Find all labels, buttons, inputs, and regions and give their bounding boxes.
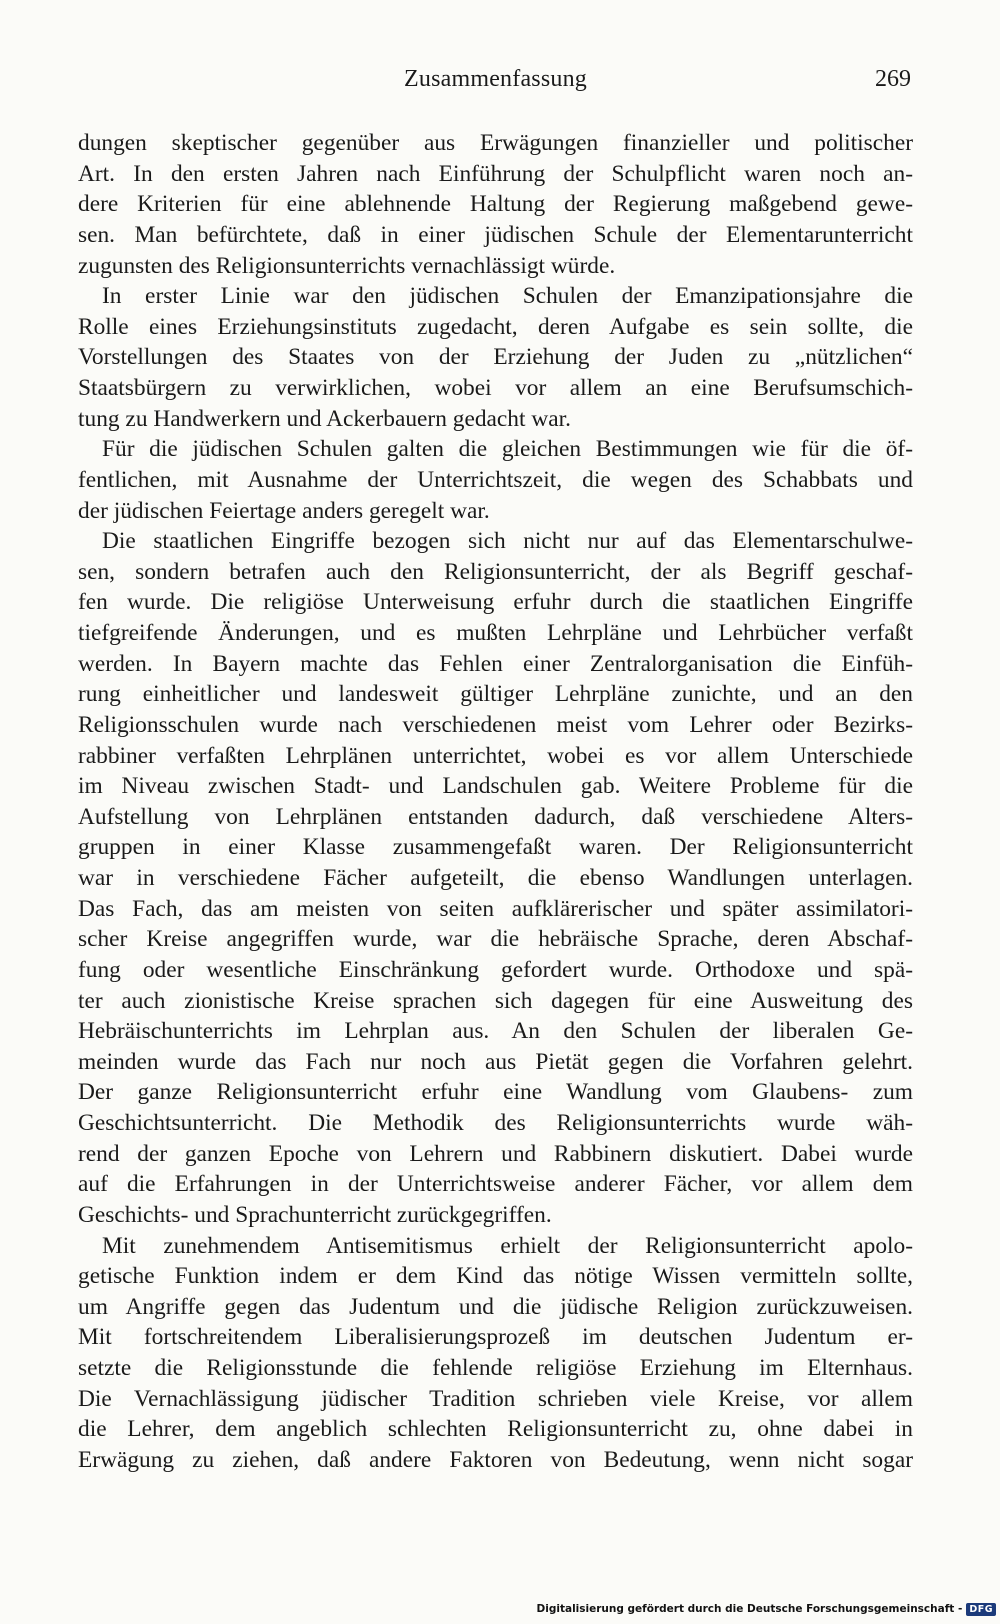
text-line: Geschichts- und Sprachunterricht zurückgegriffen. [78, 1201, 552, 1228]
text-line: Erwägung zu ziehen, daß andere Faktoren von Bedeutung, wenn nicht sogar [78, 1446, 913, 1473]
footer-text: Digitalisierung gefördert durch die Deutsche Forschungsgemeinschaft - [536, 1603, 963, 1615]
text-line: Hebräischunterrichts im Lehrplan aus. An den Schulen der liberalen Ge- [78, 1018, 913, 1045]
text-line: Staatsbürgern zu verwirklichen, wobei vor allem an eine Berufsumschich- [78, 375, 913, 401]
text-line: rabbiner verfaßten Lehrplänen unterrichtet, wobei es vor allem Unterschiede [78, 742, 913, 769]
digitization-footer [537, 1600, 996, 1618]
body-text [78, 128, 913, 1476]
text-line: Mit fortschreitendem Liberalisierungsprozeß im deutschen Judentum er- [78, 1324, 913, 1351]
text-line: scher Kreise angegriffen wurde, war die hebräische Sprache, deren Abschaf- [78, 926, 913, 953]
text-line: zugunsten des Religionsunterrichts vernachlässigt würde. [78, 252, 616, 279]
text-line: dere Kriterien für eine ablehnende Haltung der Regierung maßgebend gewe- [78, 191, 913, 218]
text-line: auf die Erfahrungen in der Unterrichtsweise anderer Fächer, vor allem dem [78, 1171, 913, 1198]
text-line: im Niveau zwischen Stadt- und Landschulen gab. Weitere Probleme für die [78, 773, 913, 800]
text-line: sen. Man befürchtete, daß in einer jüdischen Schule der Elementarunterricht [78, 221, 913, 248]
text-line: setzte die Religionsstunde die fehlende religiöse Erziehung im Elternhaus. [78, 1355, 913, 1381]
text-line: um Angriffe gegen das Judentum und die jüdische Religion zurückzuweisen. [78, 1293, 913, 1320]
text-line: Die staatlichen Eingriffe bezogen sich nicht nur auf das Elementarschulwe- [102, 528, 913, 555]
text-line: Die Vernachlässigung jüdischer Tradition schrieben viele Kreise, vor allem [78, 1385, 913, 1412]
text-line: war in verschiedene Fächer aufgeteilt, die ebenso Wandlungen unterlagen. [78, 865, 913, 891]
page-header [78, 66, 913, 100]
text-line: gruppen in einer Klasse zusammengefaßt waren. Der Religionsunterricht [78, 834, 913, 861]
text-line: Mit zunehmendem Antisemitismus erhielt der Religionsunterricht apolo- [102, 1232, 913, 1259]
text-line: getische Funktion indem er dem Kind das nötige Wissen vermitteln sollte, [78, 1263, 913, 1290]
text-line: Rolle eines Erziehungsinstituts zugedacht, deren Aufgabe es sein sollte, die [78, 313, 913, 340]
text-line: meinden wurde das Fach nur noch aus Pietät gegen die Vorfahren gelehrt. [78, 1048, 913, 1075]
text-line: sen, sondern betrafen auch den Religionsunterricht, der als Begriff geschaf- [78, 558, 913, 585]
text-line: fentlichen, mit Ausnahme der Unterrichtszeit, die wegen des Schabbats und [78, 466, 913, 493]
text-line: der jüdischen Feiertage anders geregelt war. [78, 497, 490, 524]
text-line: Vorstellungen des Staates von der Erziehung der Juden zu „nützlichen“ [78, 344, 913, 371]
text-line: werden. In Bayern machte das Fehlen einer Zentralorganisation die Einfüh- [78, 650, 913, 677]
text-line: ter auch zionistische Kreise sprachen sich dagegen für eine Ausweitung des [78, 987, 913, 1014]
text-line: Aufstellung von Lehrplänen entstanden dadurch, daß verschiedene Alters- [78, 803, 913, 830]
text-line: Art. In den ersten Jahren nach Einführung der Schulpflicht waren noch an- [78, 160, 913, 187]
text-line: Religionsschulen wurde nach verschiedenen meist vom Lehrer oder Bezirks- [78, 711, 913, 738]
text-line: rend der ganzen Epoche von Lehrern und Rabbinern diskutiert. Dabei wurde [78, 1140, 913, 1167]
page-number: 269 [875, 66, 911, 92]
dfg-logo-icon: DFG [966, 1603, 996, 1616]
text-line: Der ganze Religionsunterricht erfuhr eine Wandlung vom Glaubens- zum [78, 1079, 913, 1106]
text-line: Das Fach, das am meisten von seiten aufklärerischer und später assimilatori- [78, 895, 913, 922]
text-line: Für die jüdischen Schulen galten die gleichen Bestimmungen wie für die öf- [102, 436, 913, 463]
text-line: rung einheitlicher und landesweit gültiger Lehrpläne zunichte, und an den [78, 681, 913, 708]
text-line: tung zu Handwerkern und Ackerbauern gedacht war. [78, 405, 571, 432]
running-title: Zusammenfassung [404, 66, 587, 92]
text-line: Geschichtsunterricht. Die Methodik des Religionsunterrichts wurde wäh- [78, 1110, 913, 1136]
text-line: die Lehrer, dem angeblich schlechten Religionsunterricht zu, ohne dabei in [78, 1416, 913, 1443]
text-line: fung oder wesentliche Einschränkung gefordert wurde. Orthodoxe und spä- [78, 956, 913, 983]
text-line: dungen skeptischer gegenüber aus Erwägungen finanzieller und politischer [78, 130, 913, 156]
text-line: In erster Linie war den jüdischen Schulen der Emanzipationsjahre die [102, 283, 913, 310]
text-line: tiefgreifende Änderungen, und es mußten Lehrpläne und Lehrbücher verfaßt [78, 620, 913, 646]
text-line: fen wurde. Die religiöse Unterweisung erfuhr durch die staatlichen Eingriffe [78, 589, 913, 616]
